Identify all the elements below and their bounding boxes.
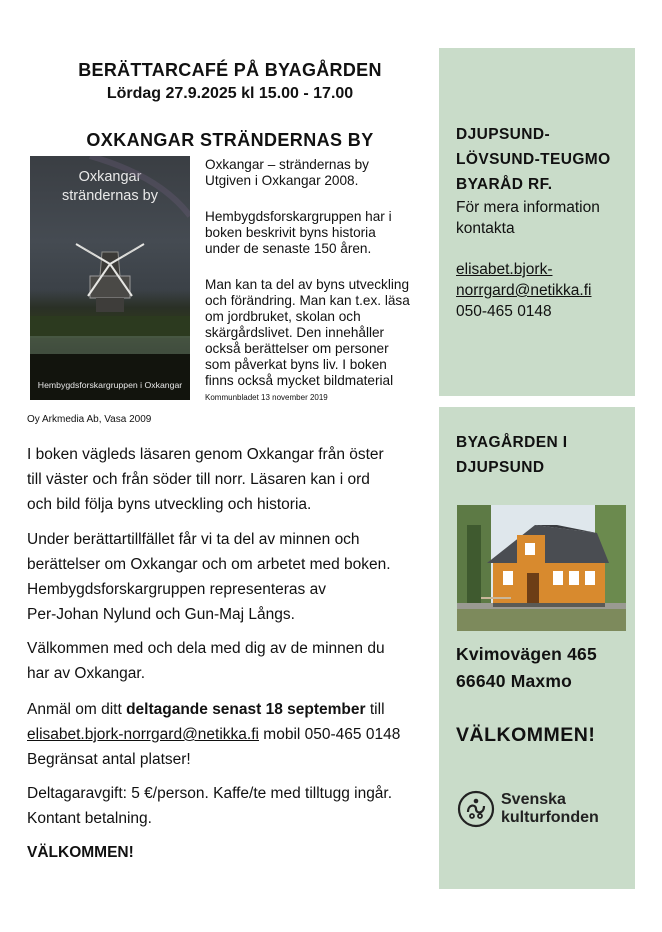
signup-email-link[interactable]: elisabet.bjork-norrgard@netikka.fi [27,726,259,743]
body-paragraph: Under berättartillfället får vi ta del av minnen och berättelser om Oxkangar och om arbetet med boken. Hembygdsforskargruppen representeras av Per-Johan Nylund och Gun-Maj Långs. [27,531,391,623]
event-datetime: Lördag 27.9.2025 kl 15.00 - 17.00 [106,85,354,102]
body-paragraph: I boken vägleds läsaren genom Oxkangar från öster till väster och från söder till norr. Läsaren kan i ord och bild följa byns utveckling och historia. [27,446,384,513]
venue-name: BYAGÅRDEN I DJUPSUND [456,434,568,476]
sidebar-welcome: VÄLKOMMEN! [456,724,596,746]
sidebar-phone: 050-465 0148 [456,303,552,320]
house-illustration [457,505,626,631]
venue-photo [457,505,626,631]
body-welcome: VÄLKOMMEN! [27,844,134,861]
sidebar-email-link[interactable]: elisabet.bjork- norrgard@netikka.fi [456,261,592,299]
kulturfonden-logo-text: Svenska kulturfonden [501,791,599,826]
signup-paragraph: Anmäl om ditt deltagande senast 18 september till elisabet.bjork-norrgard@netikka.fi mobil 050-465 0148 Begränsat antal platser! [27,701,401,768]
kulturfonden-logo-icon [457,790,495,828]
venue-address: Kvimovägen 465 66640 Maxmo [456,644,597,691]
blurb-paragraph: Hembygdsforskargruppen har i boken beskrivit byns historia under de senaste 150 åren. [205,209,392,256]
organizer-name: DJUPSUND- LÖVSUND-TEUGMO BYARÅD RF. [456,126,611,193]
body-paragraph: Välkommen med och dela med dig av de minnen du har av Oxkangar. [27,640,385,682]
event-title: BERÄTTARCAFÉ PÅ BYAGÅRDEN [78,60,382,80]
book-cover-image [30,156,190,400]
fee-paragraph: Deltagaravgift: 5 €/person. Kaffe/te med tilltugg ingår. Kontant betalning. [27,785,393,827]
book-publisher: Oy Arkmedia Ab, Vasa 2009 [27,414,152,425]
book-heading: OXKANGAR STRÄNDERNAS BY [86,130,374,150]
book-cover-title: Oxkangar strändernas by [62,169,158,204]
windmill-illustration [30,156,190,400]
book-cover-footer: Hembygdsforskargruppen i Oxkangar [37,380,183,390]
blurb-source: Kommunbladet 13 november 2019 [205,393,328,402]
blurb-paragraph: Oxkangar – strändernas by Utgiven i Oxkangar 2008. [205,157,369,188]
blurb-paragraph: Man kan ta del av byns utveckling och förändring. Man kan t.ex. läsa om jordbruket, skolan och skärgårdslivet. Den innehåller också berättelser om personer som påverkat byns liv. I boken finns också mycket bildmaterial [205,277,410,388]
contact-info-text: För mera information kontakta [456,199,600,237]
